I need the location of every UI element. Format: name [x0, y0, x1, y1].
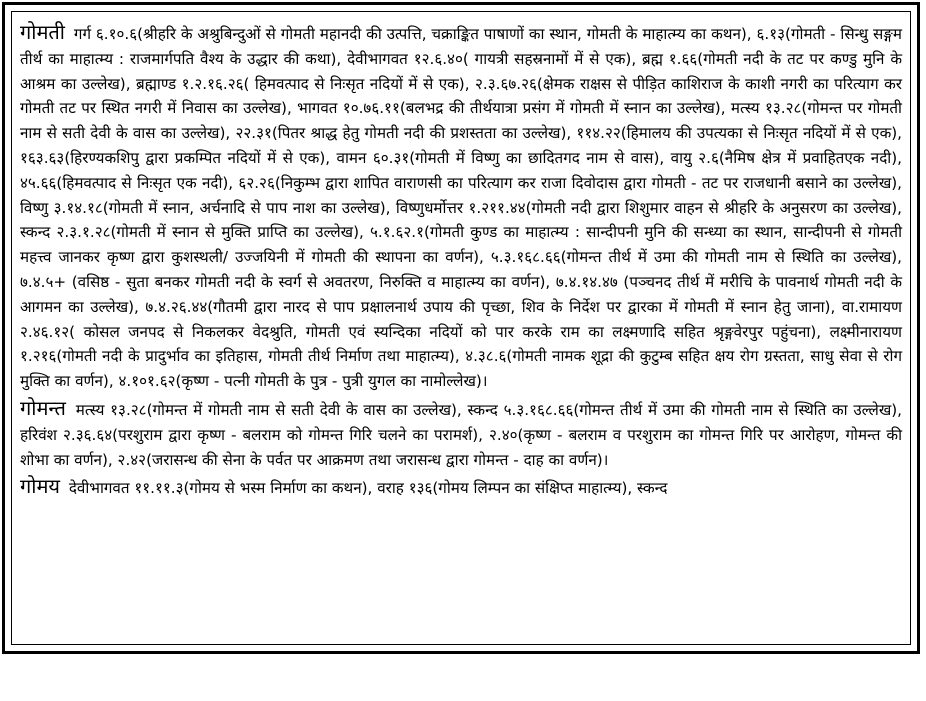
entry-text: मत्स्य १३.२८(गोमन्त में गोमती नाम से सती देवी के वास का उल्लेख), स्कन्द ५.३.१६८.६६(गोमन्त तीर्थ में उमा की गोमती नाम से स्थिति का उल्लेख), हरिवंश २.३६.६४(परशुराम द्वारा कृष्ण - बलराम को गोमन्त गिरि चलने का परामर्श), २.४०(कृष्ण - बलराम व परशुराम का गोमन्त गिरि पर आरोहण, गोमन्त की शोभा का वर्णन), २.४२(जरासन्ध की सेना के पर्वत पर आक्रमण तथा जरासन्ध द्वारा गोमन्त - दाह का वर्णन)। — [20, 400, 903, 469]
dictionary-entry — [20, 396, 902, 472]
dictionary-entry — [20, 474, 902, 501]
entry-headword: गोमन्त — [20, 395, 66, 420]
entry-text: गर्ग ६.१०.६(श्रीहरि के अश्रुबिन्दुओं से गोमती महानदी की उत्पत्ति, चक्राङ्कित पाषाणों का स्थान, गोमती के माहात्म्य का कथन), ६.१३(गोमती - सिन्धु सङ्गम तीर्थ का माहात्म्य : राजमार्गपति वैश्य के उद्धार की कथा), देवीभागवत १२.६.४०( गायत्री सहस्रनामों में से एक), ब्रह्म १.६६(गोमती नदी के तट पर कण्डु मुनि के आश्रम का उल्लेख), ब्रह्माण्ड १.२.१६.२६( हिमवत्पाद से निःसृत नदियों में से एक), २.३.६७.२६(क्षेमक राक्षस से पीड़ित काशिराज के काशी नगरी का परित्याग कर गोमती तट पर स्थित नगरी में निवास का उल्लेख), भागवत १०.७६.११(बलभद्र की तीर्थयात्रा प्रसंग में गोमती में स्नान का उल्लेख), मत्स्य १३.२८(गोमन्त पर गोमती नाम से सती देवी के वास का उल्लेख), २२.३१(पितर श्राद्ध हेतु गोमती नदी की प्रशस्तता का उल्लेख), ११४.२२(हिमालय की उपत्यका से निःसृत नदियों में से एक), १६३.६३(हिरण्यकशिपु द्वारा प्रकम्पित नदियों में से एक), वामन ६०.३१(गोमती में विष्णु का छादितगद नाम से वास), वायु २.६(नैमिष क्षेत्र में प्रवाहितएक नदी), ४५.६६(हिमवत्पाद से निःसृत एक नदी), ६२.२६(निकुम्भ द्वारा शापित वाराणसी का परित्याग कर राजा दिवोदास द्वारा गोमती - तट पर राजधानी बसाने का उल्लेख), विष्णु ३.१४.१८(गोमती में स्नान, अर्चनादि से पाप नाश का उल्लेख), विष्णुधर्मोत्तर १.२११.४४(गोमती नदी द्वारा शिशुमार वाहन से श्रीहरि के अनुसरण का उल्लेख), स्कन्द २.३.१.२८(गोमती में स्नान से मुक्ति प्राप्ति का उल्लेख), ५.१.६२.१(गोमती कुण्ड का माहात्म्य : सान्दीपनी मुनि की सन्ध्या का स्थान, सान्दीपनी से गोमती महत्त्व जानकर कृष्ण द्वारा कुशस्थली/ उज्जयिनी में गोमती की स्थापना का वर्णन), ५.३.१६८.६६(गोमन्त तीर्थ में उमा की गोमती नाम से स्थिति का उल्लेख), ७.४.५+ (वसिष्ठ - सुता बनकर गोमती नदी के स्वर्ग से अवतरण, निरुक्ति व माहात्म्य का वर्णन), ७.४.१४.४७ (पञ्चनद तीर्थ में मरीचि के पावनार्थ गोमती नदी के आगमन का उल्लेख), ७.४.२६.४४(गौतमी द्वारा नारद से पाप प्रक्षालनार्थ उपाय की पृच्छा, शिव के निर्देश पर द्वारका में गोमती में स्नान हेतु जाना), वा.रामायण २.४६.१२( कोसल जनपद से निकलकर वेदश्रुति, गोमती एवं स्यन्दिका नदियों को पार करके राम का लक्ष्मणादि सहित श्रृङ्गवेरपुर पहुंचना), लक्ष्मीनारायण १.२१६(गोमती नदी के प्रादुर्भाव का इतिहास, गोमती तीर्थ निर्माण तथा माहात्म्य), ४.३८.६(गोमती नामक शूद्रा की कुटुम्ब सहित क्षय रोग ग्रस्तता, साधु सेवा से रोग मुक्ति का वर्णन), ४.१०१.६२(कृष्ण - पत्नी गोमती के पुत्र - पुत्री युगल का नामोल्लेख)। — [20, 25, 903, 391]
page-border-inner — [11, 11, 911, 645]
entry-text: देवीभागवत ११.११.३(गोमय से भस्म निर्माण का कथन), वराह १३६(गोमय लिम्पन का संक्षिप्त माहात्म्य), स्कन्द — [68, 479, 668, 498]
entry-headword: गोमती — [20, 20, 65, 44]
page-border-outer — [2, 2, 920, 654]
entry-headword: गोमय — [20, 474, 60, 499]
dictionary-entry — [20, 20, 902, 394]
